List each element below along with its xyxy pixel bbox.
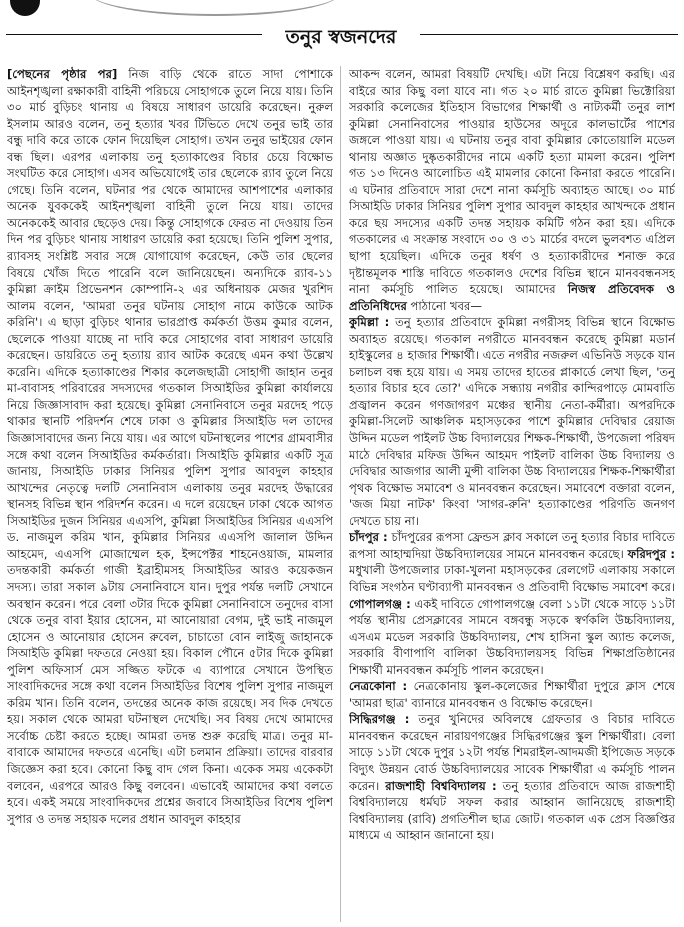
gopalganj-text: একই দাবিতে গোপালগঞ্জে বেলা ১১টা থেকে সাড়ে ১১টা পর্যন্ত স্থানীয় প্রেসক্লাবের সামনে বঙ্গবন্ধু সড়কে স্বর্ণকলি উচ্চবিদ্যালয়, এসএম মডেল সরকারি উচ্চবিদ্যালয়, শেখ হাসিনা স্কুল অ্যান্ড কলেজ, সরকারি বীণাপাণি বালিকা উচ্চবিদ্যালয়সহ বিভিন্ন শিক্ষাপ্রতিষ্ঠানের শিক্ষার্থী মানববন্ধন কর্মসূচি পালন করেছেন। [349,596,675,677]
comilla-label: কুমিল্লা : [349,315,390,330]
rajshahi-label: রাজশাহী বিশ্ববিদ্যালয় : [385,778,497,793]
faridpur-label: ফরিদপুর : [627,546,675,561]
chandpur-label: চাঁদপুর : [349,530,388,545]
column-divider [340,66,341,922]
headline: তনুর স্বজনদের [285,26,397,48]
rajshahi-text: তনু হত্যার প্রতিবাদে আজ রাজশাহী বিশ্ববিদ্যালয়ে ধর্মঘট সফল করার আহ্বান জানিয়েছে রাজশাহী বিশ্ববিদ্যালয় (রাবি) প্রগতিশীল ছাত্র জোট। গতকাল এক প্রেস বিজ্ঞপ্তির মাধ্যমে এ আহ্বান জানানো হয়। [349,778,675,843]
decorative-arc [90,0,340,16]
continuation-marker: [পেছনের পৃষ্ঠার পর] [7,67,118,81]
intro-paragraph [349,66,675,314]
district-paragraph [349,529,675,678]
left-column-text: নিজ বাড়ি থেকে রাতে সাদা পোশাকে আইনশৃঙ্খলা রক্ষাকারী বাহিনী পরিচয়ে সোহাগকে তুলে নিয়ে যায়। তিনি ৩০ মার্চ বুড়িচং থানায় এ বিষয়ে সাধারণ ডায়েরি করেছেন। নুরুল ইসলাম আরও বলেন, তনু হত্যার খবর টিভিতে দেখে তনুর ভাই তার বন্ধু দাবি করে তাকে ফোন দিয়েছিল সোহাগ। তখন তনুর ভাইয়ের ফোন বন্ধ ছিল। এরপর এলাকায় তনু হত্যাকাণ্ডের বিচার চেয়ে বিক্ষোভ সংঘটিত করে সোহাগ। এসব অভিযোগেই তার ছেলেকে র‍্যাব তুলে নিয়ে গেছে। তিনি বলেন, ঘটনার পর থেকে আমাদের আশপাশের এলাকার অনেক যুবককেই আইনশৃঙ্খলা বাহিনী তুলে নিয়ে যায়। তাদের অনেককেই আবার ছেড়েও দেয়। কিন্তু সোহাগকে ফেরত না দেওয়ায় তিন দিন পর বুড়িচং থানায় সাধারণ ডায়েরি করা হয়েছে। তিনি পুলিশ সুপার, র‍্যাবসহ সংশ্লিষ্ট সবার সঙ্গে যোগাযোগ করেছেন, কেউ তার ছেলের বিষয়ে খোঁজ দিতে পারেনি বলে জানিয়েছেন। অন্যদিকে র‍্যাব-১১ কুমিল্লা ক্রাইম প্রিভেনশন কোম্পানি-২ এর অধিনায়ক মেজর খুরশিদ আলম বলেন, 'আমরা তনুর ঘটনায় সোহাগ নামে কাউকে আটক করিনি'। এ ছাড়া বুড়িচং থানার ভারপ্রাপ্ত কর্মকর্তা উত্তম কুমার বলেন, ছেলেকে পাওয়া যাচ্ছে না দাবি করে সোহাগের বাবা সাধারণ ডায়েরি করেছেন। ডায়রিতে তনু হত্যায় র‍্যাব আটক করেছে এমন কথা উল্লেখ করেনি। এদিকে হত্যাকাণ্ডের শিকার কলেজছাত্রী সোহাগী জাহান তনুর মা-বাবাসহ পরিবারের সদস্যদের গতকাল সিআইডির কুমিল্লা কার্যালয়ে নিয়ে জিজ্ঞাসাবাদ করা হয়েছে। কুমিল্লা সেনানিবাসে তনুর মরদেহ পড়ে থাকার স্থানটি পরিদর্শন শেষে ঢাকা ও কুমিল্লার সিআইডি দল তাদের জিজ্ঞাসাবাদের জন্য নিয়ে যায়। এর আগে ঘটনাস্থলের পাশের গ্রামবাসীর সঙ্গে কথা বলেন সিআইডির কর্মকর্তারা। সিআইডি কুমিল্লার একটি সূত্র জানায়, সিআইডি ঢাকার সিনিয়র পুলিশ সুপার আবদুল কাহহার আখন্দের নেতৃত্বে দলটি সেনানিবাস এলাকায় তনুর মরদেহ উদ্ধারের স্থানসহ বিভিন্ন স্থান পরিদর্শন করেন। এ দলে রয়েছেন ঢাকা থেকে আগত সিআইডির দুজন সিনিয়র এএসপি, কুমিল্লা সিআইডির সিনিয়র এএসপি ড. নাজমুল করিম খান, কুমিল্লার সিনিয়র এএসপি জালাল উদ্দিন আহমেদ, এএসপি মোজাম্মেল হক, ইন্সপেক্টর শাহনেওয়াজ, মামলার তদন্তকারী কর্মকর্তা গাজী ইব্রাহীমসহ সিআইডির আরও কয়েকজন সদস্য। তারা সকাল ৯টায় সেনানিবাসে যান। দুপুর পর্যন্ত দলটি সেখানে অবস্থান করেন। পরে বেলা ৩টার দিকে কুমিল্লা সেনানিবাসে তনুদের বাসা থেকে তনুর বাবা ইয়ার হোসেন, মা আনোয়ারা বেগম, দুই ভাই নাজমুল হোসেন ও আনোয়ার হোসেন রুবেল, চাচাতো বোন লাইজু জাহানকে সিআইডি কুমিল্লা দফতরে নেওয়া হয়। বিকাল পৌনে ৫টার দিকে কুমিল্লা পুলিশ অফিসার্স মেস সজ্জিত ফটকে এ ব্যাপারে সেখানে উপস্থিত সাংবাদিকদের সঙ্গে কথা বলেন সিআইডির বিশেষ পুলিশ সুপার নাজমুল করিম খান। তিনি বলেন, তদন্তের অনেক কাজ রয়েছে। সব দিক দেখতে হয়। সকাল থেকে আমরা ঘটনাস্থল দেখেছি। সব বিষয় দেখে আমাদের সর্বোচ্চ চেষ্টা করতে হচ্ছে। আমরা তদন্ত শুরু করেছি মাত্র। তনুর মা-বাবাকে আমাদের দফতরে এনেছি। এটা চলমান প্রক্রিয়া। তাদের বারবার জিজ্ঞেস করা হবে। কোনো কিছু বাদ গেল কিনা। একেক সময় একেকটা বলবেন, এরপরে আরও কিছু বলবেন। এভাবেই আমাদের কথা বলতে হবে। একই সময়ে সাংবাদিকদের প্রশ্নের জবাবে সিআইডির বিশেষ পুলিশ সুপার ও তদন্ত সহায়ক দলের প্রধান আবদুল কাহহার [7,67,333,826]
page-top-decoration [0,0,684,26]
comilla-paragraph [349,314,675,529]
netrokona-paragraph [349,678,675,711]
gopalganj-label: গোপালগঞ্জ : [349,596,411,611]
siddhirganj-text: তনুর খুনিদের অবিলম্বে গ্রেফতার ও বিচার দাবিতে মানববন্ধন করেছেন নারায়ণগঞ্জের সিদ্ধিরগঞ্জের স্কুল শিক্ষার্থীরা। বেলা সাড়ে ১১টা থেকে দুপুর ১২টা পর্যন্ত শিমরাইল-আদমজী ইপিজেড সড়কে বিদ্যুৎ উন্নয়ন বোর্ড উচ্চবিদ্যালয়ের সাবেক শিক্ষার্থীরা এ কর্মসূচি পালন করেন। [349,712,675,793]
intro-text: আকন্দ বলেন, আমরা বিষয়টি দেখছি। এটা নিয়ে বিশ্লেষণ করছি। এর বাইরে আর কিছু বলা যাবে না। গত ২০ মার্চ রাতে কুমিল্লা ভিক্টোরিয়া সরকারি কলেজের ইতিহাস বিভাগের শিক্ষার্থী ও নাট্যকর্মী তনুর লাশ কুমিল্লা সেনানিবাসের পাওয়ার হাউসের অদূরে কালভার্টের পাশের জঙ্গলে পাওয়া যায়। এ ঘটনায় তনুর বাবা কুমিল্লার কোতোয়ালি মডেল থানায় অজ্ঞাত দুষ্কৃতকারীদের নামে একটি হত্যা মামলা করেন। পুলিশ গত ১৩ দিনেও আলোচিত এই মামলার কোনো কিনারা করতে পারেনি। এ ঘটনার প্রতিবাদে সারা দেশে নানা কর্মসূচি অব্যাহত আছে। ৩০ মার্চ সিআইডি ঢাকার সিনিয়র পুলিশ সুপার আবদুল কাহহার আখন্দকে প্রধান করে ছয় সদস্যের একটি তদন্ত সহায়ক কমিটি গঠন করা হয়। এদিকে গতকালের এ সংক্রান্ত সংবাদে ৩০ ও ৩১ মার্চের বদলে ভুলবশত এপ্রিল ছাপা হয়েছিল। এদিকে তনুর ধর্ষণ ও হত্যাকারীদের শনাক্ত করে দৃষ্টান্তমূলক শাস্তি দাবিতে গতকালও দেশের বিভিন্ন স্থানে মানববন্ধনসহ নানা কর্মসূচি পালিত হয়েছে। আমাদের [349,67,675,297]
headline-rule-right [420,34,678,35]
chandpur-text: চাঁদপুরের রূপসা ফ্রেন্ডস ক্লাব সকালে তনু হত্যার বিচার দাবিতে রূপসা আহাম্মদিয়া উচ্চবিদ্যালয়ের সামনে মানববন্ধন করেছে। [349,530,675,561]
siddhirganj-label: সিদ্ধিরগঞ্জ : [349,712,410,727]
netrokona-text: নেত্রকোনায় স্কুল-কলেজের শিক্ষার্থীরা দুপুরে ক্লাস শেষে 'আমরা ছাত্র' ব্যানারে মানববন্ধন ও বিক্ষোভ করেছেন। [349,679,675,710]
comilla-text: তনু হত্যার প্রতিবাদে কুমিল্লা নগরীসহ বিভিন্ন স্থানে বিক্ষোভ অব্যাহত রয়েছে। গতকাল নগরীতে মানববন্ধন করেছে কুমিল্লা মডার্ন হাইস্কুলের ৪ হাজার শিক্ষার্থী। এতে নগরীর নজরুল এভিনিউ সড়কে যান চলাচল বন্ধ হয়ে যায়। এ সময় তাদের হাতের প্লাকার্ডে লেখা ছিল, 'তনু হত্যার বিচার হবে তো?' এদিকে সন্ধ্যায় নগরীর কান্দিরপাড়ে মোমবাতি প্রজ্বালন করেন গণজাগরণ মঞ্চের স্থানীয় নেতা-কর্মীরা। অপরদিকে কুমিল্লা-সিলেট আঞ্চলিক মহাসড়কের পাশে কুমিল্লার দেবিদ্বার রেয়াজ উদ্দিন মডেল পাইলট উচ্চ বিদ্যালয়ের শিক্ষক-শিক্ষার্থী, উপজেলা পরিষদ মাঠে দেবিদ্বার মফিজ উদ্দিন আহমদ পাইলট বালিকা উচ্চ বিদ্যালয় ও দেবিদ্বার আজগার আলী মুন্সী বালিকা উচ্চ বিদ্যালয়ের শিক্ষক-শিক্ষার্থীরা পৃথক বিক্ষোভ সমাবেশ ও মানববন্ধন করেছেন। সমাবেশে বক্তারা বলেন, 'জজ মিয়া নাটক' কিংবা 'সাগর-রুনি' হত্যাকাণ্ডের পরিণতি জনগণ দেখতে চায় না। [349,315,675,528]
intro-bold-text: নিজস্ব প্রতিবেদক ও প্রতিনিধিদের [349,282,675,313]
left-column-paragraph [7,66,333,827]
netrokona-label: নেত্রকোনা : [349,679,408,694]
page-marker-icon [10,0,40,16]
intro-end-text: পাঠানো খবর— [406,298,482,313]
headline-rule-left [6,34,262,35]
left-column [7,66,333,827]
faridpur-text: মধুখালী উপজেলার ঢাকা-খুলনা মহাসড়কের রেলগেট এলাকায় সকালে বিভিন্ন সংগঠন ঘণ্টাব্যাপী মানববন্ধন ও প্রতিবাদী বিক্ষোভ সমাবেশ করে। [349,563,675,594]
siddhirganj-paragraph [349,711,675,843]
right-column [349,66,675,844]
